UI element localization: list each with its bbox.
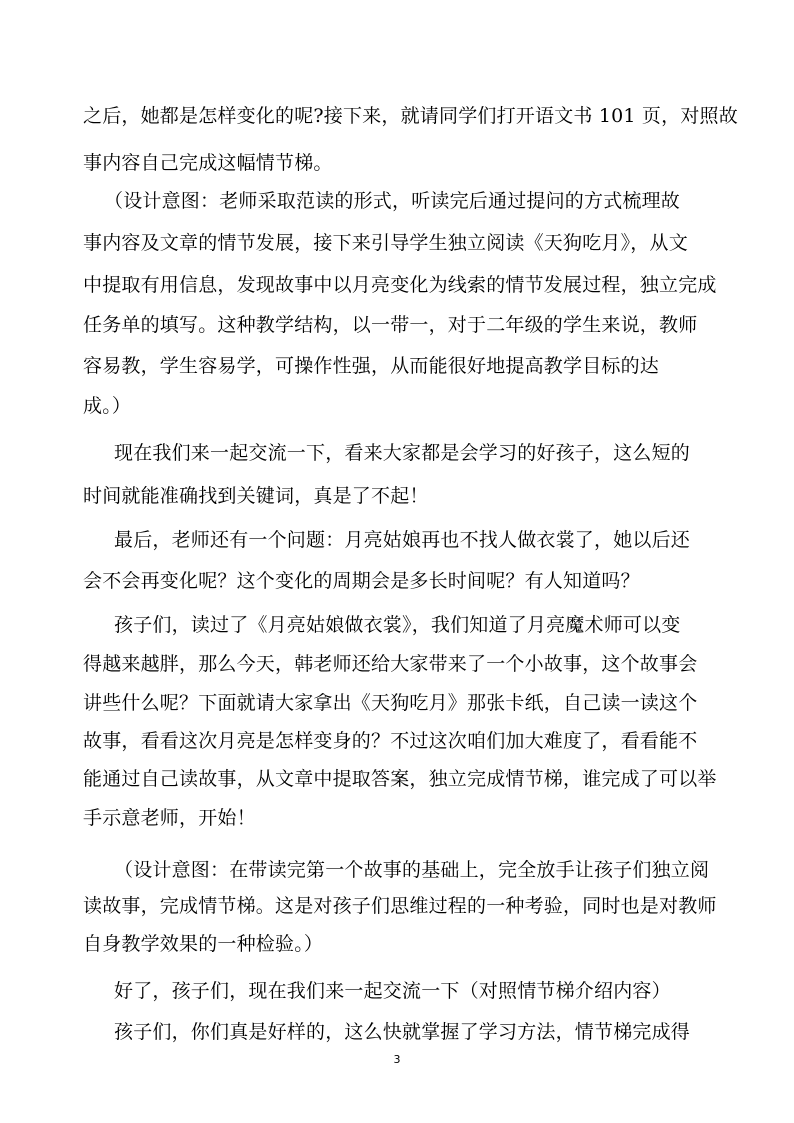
text-line: 中提取有用信息，发现故事中以月亮变化为线索的情节发展过程，独立完成 [83, 274, 717, 296]
text-line: 手示意老师，开始！ [83, 807, 256, 829]
text-line: 事内容及文章的情节发展，接下来引导学生独立阅读《天狗吃月》，从文 [83, 232, 688, 254]
text-line: 事内容自己完成这幅情节梯。 [83, 152, 333, 174]
text-line: 讲些什么呢？下面就请大家拿出《天狗吃月》那张卡纸，自己读一读这个 [83, 692, 698, 714]
text-line: 好了，孩子们，现在我们来一起交流一下（对照情节梯介绍内容） [114, 980, 671, 1002]
text-line: 孩子们，读过了《月亮姑娘做衣裳》，我们知道了月亮魔术师可以变 [114, 614, 681, 636]
text-line: 会不会再变化呢？这个变化的周期会是多长时间呢？有人知道吗？ [83, 570, 640, 592]
text-line: 现在我们来一起交流一下，看来大家都是会学习的好孩子，这么短的 [114, 442, 691, 464]
text-line: 成。） [83, 395, 132, 417]
text-line: 时间就能准确找到关键词，真是了不起！ [83, 485, 429, 507]
page-number: 3 [393, 1053, 401, 1066]
text-line: 能通过自己读故事，从文章中提取答案，独立完成情节梯，谁完成了可以举 [83, 768, 717, 790]
text-line: 故事，看看这次月亮是怎样变身的？不过这次咱们加大难度了，看看能不 [83, 730, 698, 752]
text-line: 最后，老师还有一个问题：月亮姑娘再也不找人做衣裳了，她以后还 [114, 529, 691, 551]
text-line: 得越来越胖，那么今天，韩老师还给大家带来了一个小故事，这个故事会 [83, 653, 698, 675]
text-line: 之后，她都是怎样变化的呢?接下来，就请同学们打开语文书 101 页，对照故 [83, 105, 738, 127]
text-line: （设计意图：在带读完第一个故事的基础上，完全放手让孩子们独立阅 [114, 859, 710, 881]
text-line: 自身教学效果的一种检验。） [83, 933, 324, 955]
text-line: 孩子们，你们真是好样的，这么快就掌握了学习方法，情节梯完成得 [114, 1021, 691, 1043]
text-line: 任务单的填写。这种教学结构，以一带一，对于二年级的学生来说，教师 [83, 314, 698, 336]
text-line: 读故事，完成情节梯。这是对孩子们思维过程的一种考验，同时也是对教师 [83, 895, 717, 917]
text-line: 容易教，学生容易学，可操作性强，从而能很好地提高教学目标的达 [83, 355, 660, 377]
text-line: （设计意图：老师采取范读的形式，听读完后通过提问的方式梳理故 [104, 190, 681, 212]
